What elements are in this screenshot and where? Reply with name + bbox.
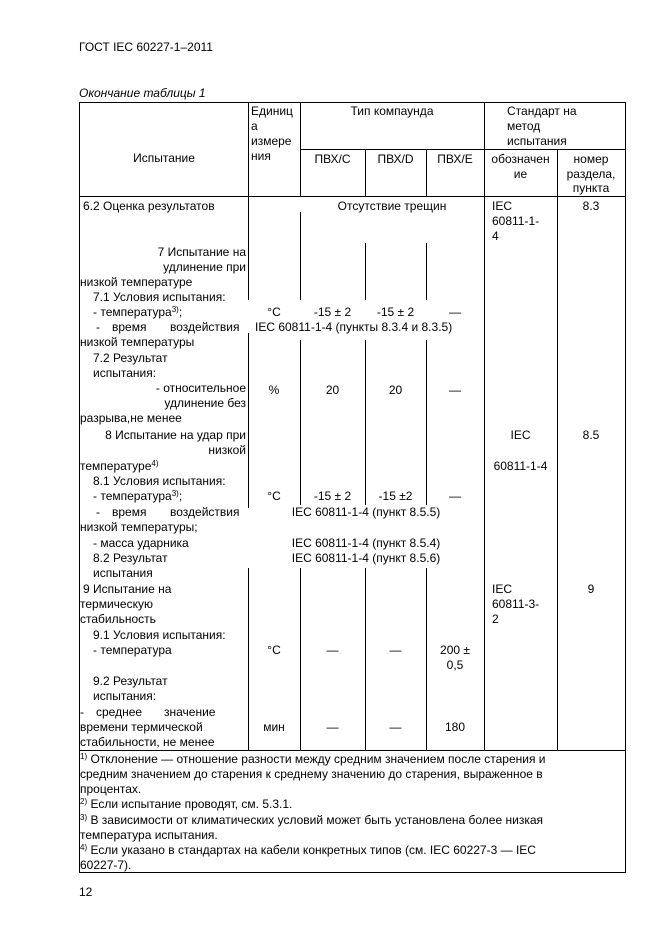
row-8-temperature-pvc-c: -15 ± 2 bbox=[313, 489, 352, 503]
row-9-std-2: 60811-3- bbox=[492, 597, 540, 611]
row-7-conditions: 7.1 Условия испытания: bbox=[93, 290, 226, 304]
col-header-standard-3: испытания bbox=[507, 134, 567, 148]
row-7-temperature-pvc-e: — bbox=[449, 305, 461, 319]
row-6-2-test: 6.2 Оценка результатов bbox=[83, 199, 215, 213]
col-header-pvc-e: ПВХ/Е bbox=[437, 152, 473, 166]
row-8-std-2: 60811-1-4 bbox=[493, 459, 548, 473]
col-header-designation-2: ие bbox=[513, 167, 528, 181]
row-9-2-avg-word-1: среднее bbox=[96, 705, 143, 719]
row-8-2-title-1: 8.2 Результат bbox=[93, 551, 168, 565]
row-9-title-3: стабильность bbox=[80, 612, 156, 626]
col-header-section-1: номер bbox=[573, 152, 609, 166]
row-8-conditions: 8.1 Условия испытания: bbox=[93, 474, 226, 488]
row-9-title-1: 9 Испытание на bbox=[83, 582, 172, 596]
row-6-2-std-3: 4 bbox=[492, 229, 499, 243]
row-7-2-title-2: испытания: bbox=[93, 366, 157, 380]
row-7-title-1: 7 Испытание на bbox=[157, 245, 246, 259]
row-7-2-item-2: удлинение без bbox=[164, 396, 246, 410]
row-8-temperature: - температура$^{3)}$; bbox=[93, 489, 183, 503]
row-9-2-pvc-d: — bbox=[389, 720, 402, 734]
row-8-std-1: IEC bbox=[510, 428, 531, 442]
col-header-unit-3: измере bbox=[251, 134, 292, 148]
col-header-pvc-d: ПВХ/D bbox=[377, 152, 414, 166]
row-9-std-1: IEC bbox=[492, 582, 513, 596]
row-9-conditions: 9.1 Условия испытания: bbox=[93, 628, 226, 642]
row-7-duration-dash: - bbox=[96, 320, 100, 334]
row-7-title-2: удлинение при bbox=[163, 260, 246, 274]
col-header-pvc-c: ПВХ/С bbox=[314, 152, 351, 166]
footnote-4-line-2: 60227-7). bbox=[80, 858, 132, 872]
row-7-2-unit: % bbox=[268, 383, 280, 397]
row-8-duration-ref: IEC 60811-1-4 (пункт 8.5.5) bbox=[291, 505, 441, 519]
row-7-2-pvc-d: 20 bbox=[388, 383, 403, 397]
row-6-2-result: Отсутствие трещин bbox=[337, 199, 447, 213]
row-8-temperature-unit: °С bbox=[267, 489, 281, 503]
col-header-designation-1: обозначен bbox=[491, 152, 550, 166]
footnote-2: $^{2)}$ Если испытание проводят, см. 5.3.1. bbox=[80, 797, 293, 811]
col-header-unit-1: Единиц bbox=[251, 104, 293, 118]
col-header-standard-1: Стандарт на bbox=[507, 104, 577, 118]
row-8-duration-word-1: время bbox=[112, 505, 147, 519]
row-9-temperature-pvc-c: — bbox=[326, 643, 339, 657]
row-7-temperature-pvc-d: -15 ± 2 bbox=[376, 305, 415, 319]
row-8-mass-ref: IEC 60811-1-4 (пункт 8.5.4) bbox=[291, 536, 441, 550]
row-8-2-title-2: испытания bbox=[93, 566, 153, 580]
row-7-temperature: - температура$^{3)}$; bbox=[93, 305, 183, 319]
row-7-2-item-1: - относительное bbox=[155, 381, 246, 395]
row-9-temperature-pvc-d: — bbox=[389, 643, 402, 657]
footnote-4-line-1: $^{4)}$ Если указано в стандартах на кабели конкретных типов (см. IEC 60227-3 — IEC bbox=[80, 843, 536, 857]
row-9-temperature-pvc-e-1: 200 ± bbox=[440, 643, 470, 657]
row-7-2-item-3: разрыва,не менее bbox=[80, 411, 182, 425]
footnote-1-line-2: средним значением до старения к среднему значению до старения, выраженное в bbox=[80, 767, 543, 781]
row-9-2-title-2: испытания: bbox=[93, 689, 157, 703]
footnote-3-line-1: $^{3)}$ В зависимости от климатических условий может быть установлена более низкая bbox=[80, 813, 544, 827]
row-9-temperature-pvc-e-2: 0,5 bbox=[446, 658, 464, 672]
row-7-2-title-1: 7.2 Результат bbox=[93, 351, 168, 365]
row-7-duration-line-2: низкой температуры bbox=[80, 335, 195, 349]
document-id: ГОСТ IEC 60227-1–2011 bbox=[79, 40, 213, 54]
row-9-2-unit: мин bbox=[263, 720, 285, 734]
row-9-temperature: - температура bbox=[93, 643, 172, 657]
row-9-2-avg-line-3: стабильности, не менее bbox=[80, 735, 215, 749]
row-9-2-title-1: 9.2 Результат bbox=[93, 674, 168, 688]
footnote-3-line-2: температура испытания. bbox=[80, 828, 218, 842]
row-8-2-ref: IEC 60811-1-4 (пункт 8.5.6) bbox=[291, 551, 441, 565]
row-8-title-3: температуре$^{4)}$ bbox=[80, 459, 159, 473]
row-6-2-std-1: IEC bbox=[492, 199, 513, 213]
row-6-2-section: 8.3 bbox=[582, 199, 600, 213]
row-8-duration-dash: - bbox=[96, 505, 100, 519]
footnote-1-line-1: $^{1)}$ Отклонение — отношение разности между средним значением после старения и bbox=[80, 752, 546, 766]
col-header-section-3: пункта bbox=[572, 181, 610, 195]
row-7-duration-ref: IEC 60811-1-4 (пункты 8.3.4 и 8.3.5) bbox=[255, 320, 453, 334]
row-6-2-std-2: 60811-1- bbox=[492, 214, 540, 228]
row-7-2-pvc-c: 20 bbox=[325, 383, 340, 397]
row-7-temperature-unit: °С bbox=[267, 305, 281, 319]
row-7-2-pvc-e: — bbox=[449, 383, 461, 397]
col-header-unit-2: а bbox=[251, 119, 258, 133]
row-8-duration-line-2: низкой температуры; bbox=[80, 520, 198, 534]
row-9-2-pvc-e: 180 bbox=[444, 720, 466, 734]
row-8-temperature-pvc-d: -15 ±2 bbox=[378, 489, 413, 503]
col-header-unit-4: ния bbox=[251, 149, 271, 163]
row-9-title-2: термическую bbox=[80, 597, 153, 611]
table-caption: Окончание таблицы 1 bbox=[79, 86, 206, 100]
page-number: 12 bbox=[79, 885, 93, 899]
row-8-temperature-pvc-e: — bbox=[449, 489, 461, 503]
row-8-duration-word-2: воздействия bbox=[170, 505, 240, 519]
row-8-title-2: низкой bbox=[208, 443, 246, 457]
col-header-compound: Тип компаунда bbox=[350, 104, 434, 118]
row-7-title-3: низкой температуре bbox=[80, 275, 193, 289]
row-9-2-avg-line-2: времени термической bbox=[80, 720, 203, 734]
row-9-std-3: 2 bbox=[492, 612, 499, 626]
col-header-test: Испытание bbox=[133, 151, 195, 165]
row-7-duration-word-1: время bbox=[112, 320, 147, 334]
row-8-section: 8.5 bbox=[582, 428, 600, 442]
row-7-temperature-pvc-c: -15 ± 2 bbox=[313, 305, 352, 319]
row-9-2-pvc-c: — bbox=[326, 720, 339, 734]
row-8-mass: - масса ударника bbox=[93, 536, 189, 550]
row-9-section: 9 bbox=[587, 582, 595, 596]
row-9-temperature-unit: °С bbox=[267, 643, 281, 657]
row-9-2-avg-dash: - bbox=[80, 705, 84, 719]
row-9-2-avg-word-2: значение bbox=[164, 705, 216, 719]
col-header-standard-2: метод bbox=[507, 119, 541, 133]
row-7-duration-word-2: воздействия bbox=[170, 320, 240, 334]
col-header-section-2: раздела, bbox=[566, 167, 616, 181]
footnote-1-line-3: процентах. bbox=[80, 782, 142, 796]
row-8-title-1: 8 Испытание на удар при bbox=[105, 428, 246, 442]
